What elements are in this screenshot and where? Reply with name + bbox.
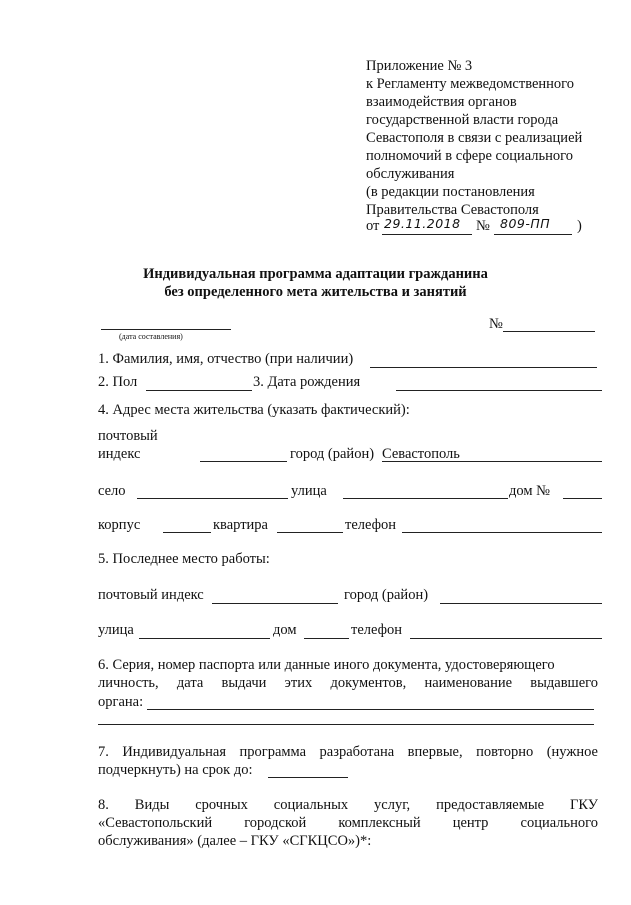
work-postal-label: почтовый индекс <box>98 587 204 603</box>
program-number-label: № <box>489 316 503 332</box>
appendix-line: к Регламенту межведомственного <box>366 76 574 92</box>
services-paragraph-line2: «Севастопольский городской комплексный центр социального <box>98 815 598 831</box>
resolution-date-line <box>382 234 472 235</box>
work-city-label: город (район) <box>344 587 429 603</box>
city-field <box>382 461 602 462</box>
resolution-number-label: № <box>476 218 490 234</box>
work-city-field <box>440 603 602 604</box>
appendix-line: Севастополя в связи с реализацией <box>366 130 583 146</box>
flat-field <box>277 532 343 533</box>
document-subtitle: без определенного мета жительства и занятий <box>164 284 467 300</box>
appendix-line: полномочий в сфере социального <box>366 148 573 164</box>
resolution-date-handwritten: 29.11.2018 <box>384 216 461 231</box>
village-field <box>137 498 288 499</box>
resolution-close-paren: ) <box>577 218 582 234</box>
passport-text: 6. Серия, номер паспорта или данные иного документа, удостоверяющего <box>98 657 555 673</box>
phone-field <box>402 532 602 533</box>
appendix-title: Приложение № 3 <box>366 58 473 74</box>
work-street-label: улица <box>98 622 134 638</box>
services-paragraph-line3: обслуживания» (далее – ГКУ «СГКЦСО»)*: <box>98 833 372 849</box>
work-phone-label: телефон <box>351 622 403 638</box>
fio-label: 1. Фамилия, имя, отчество (при наличии) <box>98 351 354 367</box>
compile-date-caption: (дата составления) <box>119 332 183 341</box>
appendix-line: Правительства Севастополя <box>366 202 539 218</box>
street-field <box>343 498 508 499</box>
phone-label: телефон <box>345 517 397 533</box>
village-label: село <box>98 483 126 499</box>
sex-field <box>146 390 252 391</box>
appendix-line: государственной власти города <box>366 112 559 128</box>
passport-field-line2 <box>98 724 594 725</box>
resolution-ot-label: от <box>366 218 380 234</box>
building-field <box>163 532 211 533</box>
fio-field <box>370 367 597 368</box>
work-street-field <box>139 638 270 639</box>
sex-label: 2. Пол <box>98 374 138 390</box>
program-paragraph-line2: подчеркнуть) на срок до: <box>98 762 253 778</box>
work-phone-field <box>410 638 602 639</box>
passport-field <box>147 709 594 710</box>
document-title: Индивидуальная программа адаптации гражданина <box>143 266 488 282</box>
birth-date-field <box>396 390 602 391</box>
city-value: Севастополь <box>382 446 460 462</box>
city-label: город (район) <box>290 446 375 462</box>
passport-paragraph-line1 <box>98 657 598 674</box>
passport-paragraph-line3: органа: <box>98 694 144 710</box>
house-field <box>563 498 602 499</box>
passport-paragraph-line2: личность, дата выдачи этих документов, наименование выдавшего <box>98 675 598 691</box>
building-label: корпус <box>98 517 141 533</box>
program-number-line <box>503 331 595 332</box>
appendix-line: взаимодействия органов <box>366 94 517 110</box>
birth-date-label: 3. Дата рождения <box>253 374 361 390</box>
house-label: дом № <box>509 483 550 499</box>
program-term-field <box>268 777 348 778</box>
postal-code-label-2: индекс <box>98 446 141 462</box>
flat-label: квартира <box>213 517 268 533</box>
work-house-field <box>304 638 349 639</box>
postal-code-label: почтовый <box>98 428 158 444</box>
appendix-line: обслуживания <box>366 166 455 182</box>
last-work-heading: 5. Последнее место работы: <box>98 551 270 567</box>
program-paragraph-line1: 7. Индивидуальная программа разработана впервые, повторно (нужное <box>98 744 598 760</box>
resolution-number-handwritten: 809-ПП <box>500 216 551 231</box>
compile-date-line <box>101 329 231 330</box>
appendix-line: (в редакции постановления <box>366 184 535 200</box>
services-paragraph-line1: 8. Виды срочных социальных услуг, предоставляемые ГКУ <box>98 797 598 813</box>
address-heading: 4. Адрес места жительства (указать фактический): <box>98 402 410 418</box>
postal-code-field <box>200 461 287 462</box>
street-label: улица <box>291 483 327 499</box>
work-house-label: дом <box>273 622 297 638</box>
resolution-number-line <box>494 234 572 235</box>
work-postal-field <box>212 603 338 604</box>
